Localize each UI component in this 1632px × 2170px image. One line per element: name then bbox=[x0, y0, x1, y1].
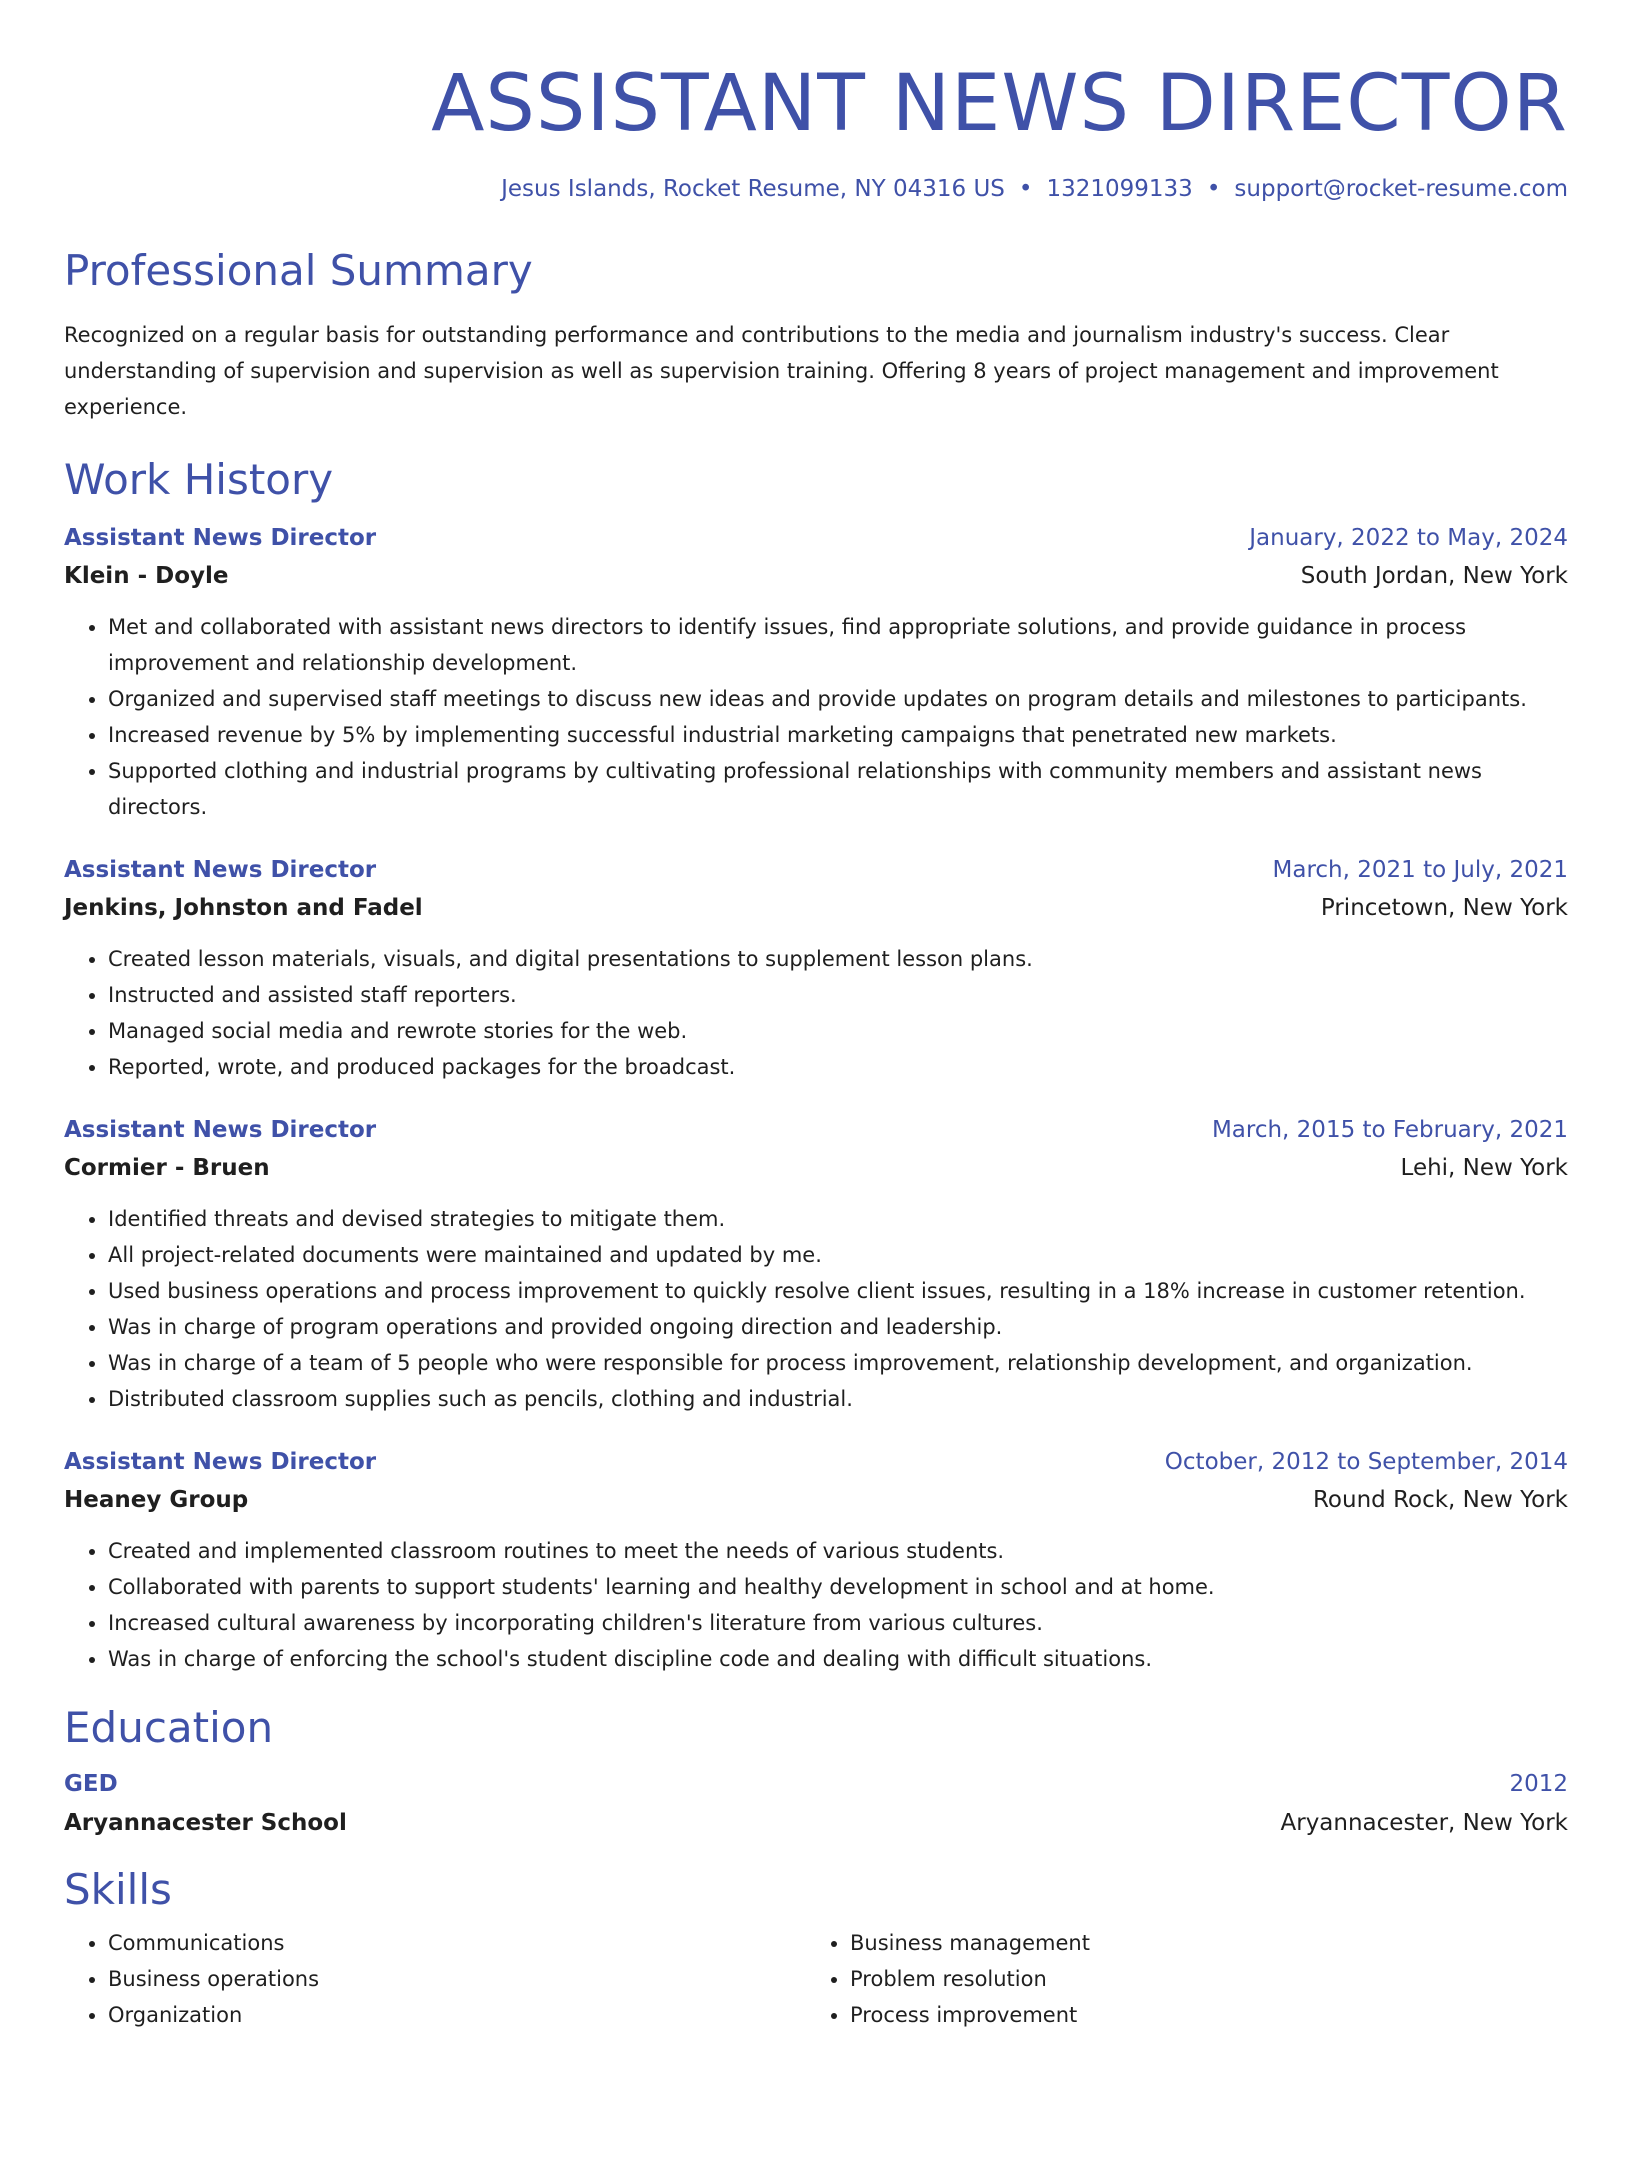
job-bullet: • Increased cultural awareness by incorporating children's literature from various cultures. bbox=[108, 1605, 1568, 1641]
job-entry bbox=[64, 851, 1568, 1085]
skills-column-right bbox=[806, 1925, 1548, 2033]
job-location: Round Rock, New York bbox=[1312, 1487, 1568, 1513]
education-entry bbox=[64, 1765, 1568, 1843]
job-bullet: • Distributed classroom supplies such as pencils, clothing and industrial. bbox=[108, 1381, 1568, 1417]
section-heading-work: Work History bbox=[64, 455, 334, 504]
job-entry bbox=[64, 519, 1568, 825]
resume-page bbox=[0, 58, 1632, 2033]
section-heading-education: Education bbox=[64, 1703, 274, 1752]
job-bullet: • Met and collaborated with assistant news directors to identify issues, find appropriate solutions, and provide guidance in process improvement and relationship development. bbox=[108, 609, 1568, 681]
job-location: Lehi, New York bbox=[1400, 1155, 1568, 1181]
contact-email-link[interactable]: support@rocket-resume.com bbox=[1234, 176, 1568, 202]
education-location: Aryannacester, New York bbox=[1280, 1810, 1568, 1836]
job-bullets bbox=[64, 609, 1568, 825]
job-dates: January, 2022 to May, 2024 bbox=[1249, 525, 1568, 551]
job-bullet: • Supported clothing and industrial programs by cultivating professional relationships with community members and assistant news directors. bbox=[108, 753, 1568, 825]
job-bullet: • Collaborated with parents to support students' learning and healthy development in school and at home. bbox=[108, 1569, 1568, 1605]
job-bullet: • Created and implemented classroom routines to meet the needs of various students. bbox=[108, 1533, 1568, 1569]
job-bullets bbox=[64, 941, 1568, 1085]
contact-separator: • bbox=[1206, 176, 1221, 202]
skill-item: • Business operations bbox=[108, 1961, 806, 1997]
work-history-list bbox=[64, 519, 1568, 1677]
job-entry bbox=[64, 1111, 1568, 1417]
job-bullet: • Identified threats and devised strategies to mitigate them. bbox=[108, 1201, 1568, 1237]
job-bullet: • Was in charge of enforcing the school's student discipline code and dealing with difficult situations. bbox=[108, 1641, 1568, 1677]
job-company: Klein - Doyle bbox=[64, 563, 229, 589]
job-bullet: • Increased revenue by 5% by implementing successful industrial marketing campaigns that penetrated new markets. bbox=[108, 717, 1568, 753]
job-company: Jenkins, Johnston and Fadel bbox=[64, 895, 423, 921]
education-year: 2012 bbox=[1509, 1771, 1568, 1797]
job-bullets bbox=[64, 1201, 1568, 1417]
job-company: Heaney Group bbox=[64, 1487, 249, 1513]
section-heading-summary: Professional Summary bbox=[64, 246, 533, 295]
job-company: Cormier - Bruen bbox=[64, 1155, 270, 1181]
skill-item: • Problem resolution bbox=[850, 1961, 1548, 1997]
job-title: Assistant News Director bbox=[64, 525, 377, 551]
skill-item: • Business management bbox=[850, 1925, 1548, 1961]
education-degree: GED bbox=[64, 1771, 118, 1797]
job-entry bbox=[64, 1443, 1568, 1677]
skills-column-left bbox=[64, 1925, 806, 2033]
contact-separator: • bbox=[1018, 176, 1033, 202]
job-bullet: • Organized and supervised staff meetings to discuss new ideas and provide updates on program details and milestones to participants. bbox=[108, 681, 1568, 717]
job-location: Princetown, New York bbox=[1320, 895, 1568, 921]
job-bullet: • Was in charge of a team of 5 people who were responsible for process improvement, relationship development, and organization. bbox=[108, 1345, 1568, 1381]
job-bullets bbox=[64, 1533, 1568, 1677]
job-bullet: • Managed social media and rewrote stories for the web. bbox=[108, 1013, 1568, 1049]
skill-item: • Organization bbox=[108, 1997, 806, 2033]
job-title: Assistant News Director bbox=[64, 1449, 377, 1475]
job-title: Assistant News Director bbox=[64, 857, 377, 883]
job-location: South Jordan, New York bbox=[1300, 563, 1568, 589]
job-bullet: • Used business operations and process improvement to quickly resolve client issues, resulting in a 18% increase in customer retention. bbox=[108, 1273, 1568, 1309]
skill-item: • Communications bbox=[108, 1925, 806, 1961]
section-heading-skills: Skills bbox=[64, 1865, 172, 1914]
job-bullet: • Reported, wrote, and produced packages for the broadcast. bbox=[108, 1049, 1568, 1085]
job-dates: March, 2015 to February, 2021 bbox=[1211, 1117, 1568, 1143]
resume-title: ASSISTANT NEWS DIRECTOR bbox=[431, 59, 1568, 149]
job-bullet: • Was in charge of program operations and provided ongoing direction and leadership. bbox=[108, 1309, 1568, 1345]
job-dates: October, 2012 to September, 2014 bbox=[1164, 1449, 1568, 1475]
job-bullet: • All project-related documents were maintained and updated by me. bbox=[108, 1237, 1568, 1273]
contact-line bbox=[64, 174, 1568, 204]
skills-grid bbox=[64, 1925, 1568, 2033]
job-dates: March, 2021 to July, 2021 bbox=[1272, 857, 1568, 883]
job-bullet: • Created lesson materials, visuals, and digital presentations to supplement lesson plans. bbox=[108, 941, 1568, 977]
contact-phone: 1321099133 bbox=[1046, 176, 1193, 202]
job-bullet: • Instructed and assisted staff reporters. bbox=[108, 977, 1568, 1013]
education-school: Aryannacester School bbox=[64, 1810, 347, 1836]
skill-item: • Process improvement bbox=[850, 1997, 1548, 2033]
job-title: Assistant News Director bbox=[64, 1117, 377, 1143]
summary-text: Recognized on a regular basis for outstanding performance and contributions to the media and journalism industry's success. Clear understanding of supervision and supervision as well as supervision training. Offering 8 years of project management and improvement experience. bbox=[64, 323, 1499, 419]
contact-address: Jesus Islands, Rocket Resume, NY 04316 US bbox=[501, 176, 1005, 202]
